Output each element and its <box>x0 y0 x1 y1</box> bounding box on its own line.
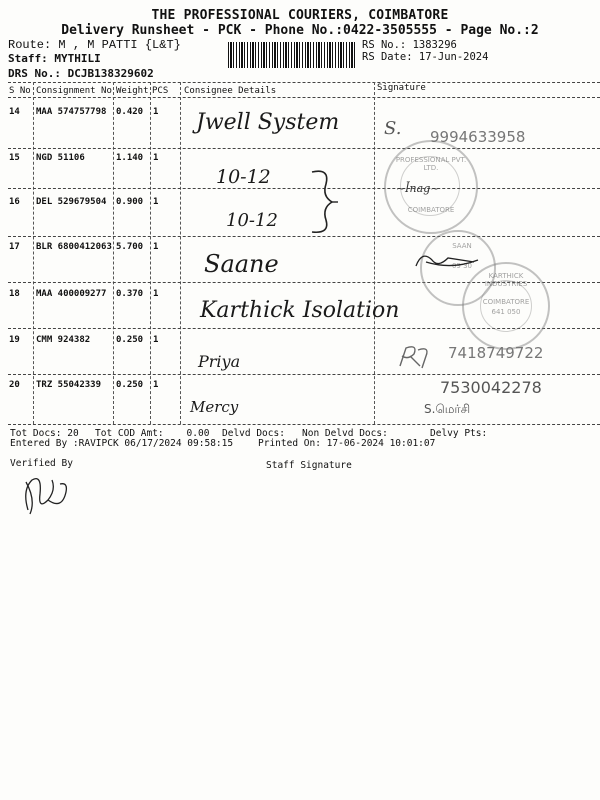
seal-text: PROFESSIONAL PVT. LTD. <box>395 156 467 172</box>
row-sno: 16 <box>9 197 20 207</box>
printed-on-line <box>258 438 435 449</box>
seal-text: KARTHICK INDUSTRIES <box>484 272 528 288</box>
row-rule <box>8 374 600 375</box>
col-divider <box>374 82 375 424</box>
seal-text: COIMBATORE <box>407 206 455 214</box>
col-divider <box>113 82 114 424</box>
row-signature-handwritten: S.மெர்சி <box>424 402 471 416</box>
col-header-consignment: Consignment No <box>36 86 112 96</box>
row-weight: 1.140 <box>116 153 144 163</box>
rs-date-line <box>362 51 488 63</box>
route-line <box>8 38 181 52</box>
col-header-sno: S No <box>9 86 31 96</box>
tot-cod-value: 0.00 <box>186 428 210 439</box>
runsheet-subtitle: Delivery Runsheet - PCK - Phone No.:0422-3505555 - Page No.:2 <box>61 23 539 38</box>
col-header-signature: Signature <box>377 83 426 93</box>
rs-no-label: RS No.: <box>362 39 407 51</box>
tot-docs-label: Tot Docs: <box>10 428 62 439</box>
route-value: M , M PATTI {L&T} <box>58 38 181 52</box>
brace-mark <box>300 162 350 242</box>
verifier-signature <box>18 470 78 520</box>
row-consignee-handwritten: 10-12 <box>226 210 278 231</box>
row-consignment: DEL 529679504 <box>36 197 107 207</box>
row-consignee-handwritten: Priya <box>198 352 241 371</box>
tot-docs-value: 20 <box>67 428 79 439</box>
table-top-rule <box>8 82 600 83</box>
table-header-rule <box>8 97 600 98</box>
entered-by-value: RAVIPCK 06/17/2024 09:58:15 <box>78 438 234 449</box>
col-divider <box>180 82 181 424</box>
barcode <box>228 42 356 68</box>
row-sno: 20 <box>9 380 20 390</box>
row-weight: 0.250 <box>116 380 144 390</box>
non-delvd-docs-label: Non Delvd Docs: <box>302 428 388 439</box>
row-phone-handwritten: 7418749722 <box>448 344 544 362</box>
row-consignee-handwritten: Mercy <box>190 398 239 416</box>
row-pcs: 1 <box>153 153 159 163</box>
col-divider <box>150 82 151 424</box>
company-seal <box>384 140 478 234</box>
row-consignment: MAA 400009277 <box>36 289 107 299</box>
row-pcs: 1 <box>153 197 159 207</box>
row-phone-handwritten: 9994633958 <box>430 128 526 146</box>
entered-by-line <box>10 438 233 449</box>
rs-date-label: RS Date: <box>362 51 413 63</box>
printed-on-label: Printed On: <box>258 438 321 449</box>
row-signature-handwritten: S. <box>384 118 402 139</box>
staff-label: Staff: <box>8 52 48 65</box>
row-consignment: BLR 6800412063 <box>36 242 112 252</box>
col-header-pcs: PCS <box>152 86 169 96</box>
row-consignee-handwritten: 10-12 <box>216 166 271 188</box>
row-sno: 15 <box>9 153 20 163</box>
table-bottom-rule <box>8 424 600 425</box>
delvy-pts-label: Delvy Pts: <box>430 428 488 439</box>
seal-text: COIMBATORE <box>482 298 530 306</box>
seal-text: 641 050 <box>491 308 521 316</box>
col-divider <box>33 82 34 424</box>
col-header-weight: Weight <box>116 86 149 96</box>
seal-text: SAAN <box>452 242 472 250</box>
row-consignee-handwritten: Jwell System <box>196 110 340 135</box>
signature-scribble <box>396 342 436 372</box>
row-consignee-handwritten: Saane <box>204 250 279 278</box>
verified-by-label: Verified By <box>10 458 73 469</box>
seal-overwrite-signature: ~ꟾnag~ <box>396 182 440 195</box>
row-weight: 0.370 <box>116 289 144 299</box>
col-header-consignee: Consignee Details <box>184 86 277 96</box>
row-sno: 18 <box>9 289 20 299</box>
row-weight: 0.250 <box>116 335 144 345</box>
company-seal <box>462 262 550 350</box>
rs-no-line <box>362 39 457 51</box>
drs-label: DRS No.: <box>8 67 61 80</box>
staff-value: MYTHILI <box>54 52 101 65</box>
row-sno: 19 <box>9 335 20 345</box>
row-consignment: NGD 51106 <box>36 153 85 163</box>
row-phone-handwritten: 7530042278 <box>440 378 542 397</box>
row-consignee-handwritten: Karthick Isolation <box>200 298 400 323</box>
route-label: Route: <box>8 38 52 52</box>
row-rule <box>8 236 600 237</box>
row-pcs: 1 <box>153 107 159 117</box>
row-pcs: 1 <box>153 289 159 299</box>
row-consignment: MAA 574757798 <box>36 107 107 117</box>
staff-line <box>8 52 101 65</box>
entered-by-label: Entered By : <box>10 438 79 449</box>
row-consignment: TRZ 55042339 <box>36 380 102 390</box>
rs-no-value: 1383296 <box>412 39 457 51</box>
printed-on-value: 17-06-2024 10:01:07 <box>326 438 436 449</box>
drs-line <box>8 67 154 80</box>
row-sno: 14 <box>9 107 20 117</box>
row-weight: 0.420 <box>116 107 144 117</box>
delvd-docs-label: Delvd Docs: <box>222 428 285 439</box>
row-consignment: CMM 924382 <box>36 335 91 345</box>
row-pcs: 1 <box>153 242 159 252</box>
row-weight: 0.900 <box>116 197 144 207</box>
row-pcs: 1 <box>153 380 159 390</box>
drs-value: DCJB138329602 <box>67 67 154 80</box>
row-weight: 5.700 <box>116 242 144 252</box>
tot-cod-label: Tot COD Amt: <box>95 428 164 439</box>
row-sno: 17 <box>9 242 20 252</box>
row-pcs: 1 <box>153 335 159 345</box>
company-title: THE PROFESSIONAL COURIERS, COIMBATORE <box>151 8 449 23</box>
rs-date-value: 17-Jun-2024 <box>418 51 489 63</box>
row-rule <box>8 148 600 149</box>
staff-signature-label: Staff Signature <box>266 460 352 471</box>
seal-text: 09 30 <box>451 262 473 270</box>
